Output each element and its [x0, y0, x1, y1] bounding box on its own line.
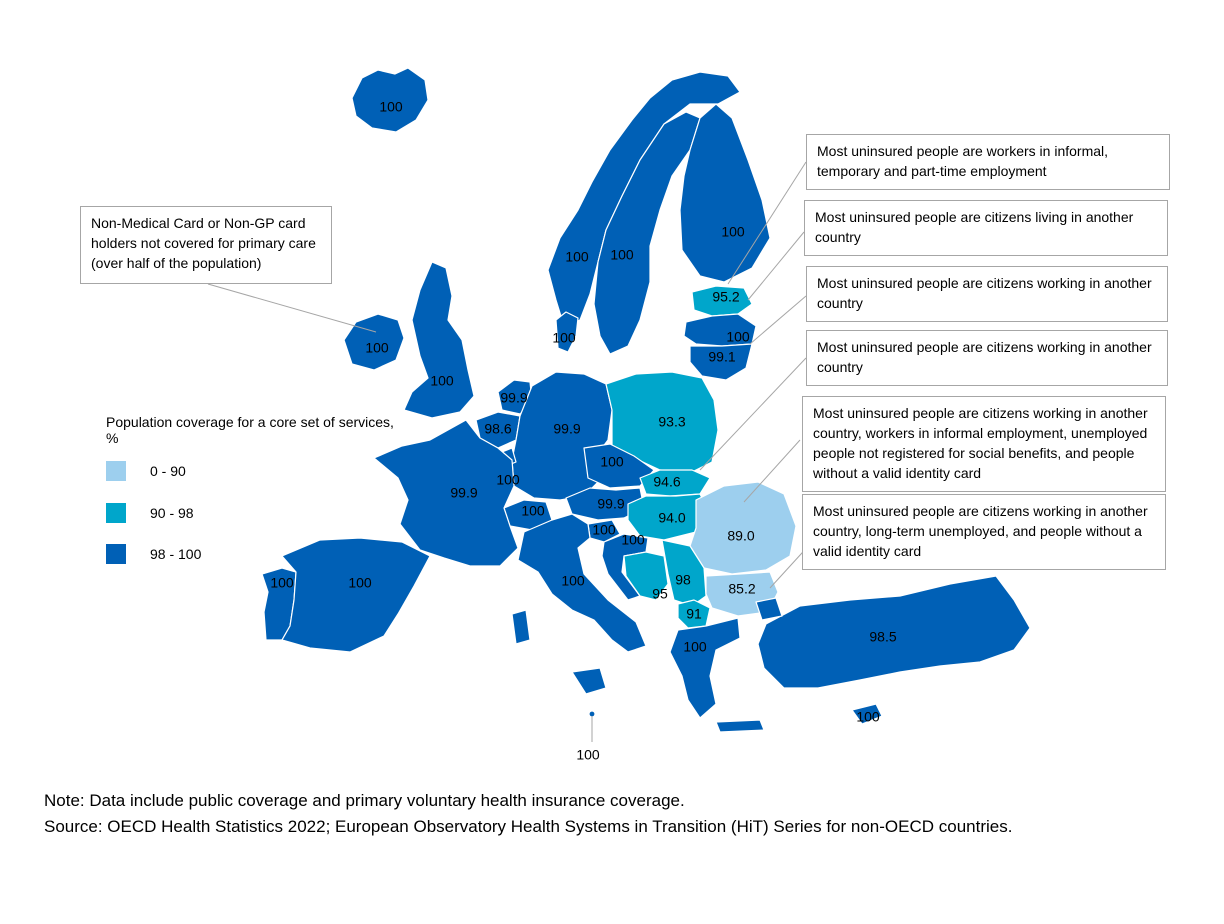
label-north-macedonia: 91	[686, 605, 702, 622]
map-legend	[106, 414, 406, 562]
callout-poland-working-abroad: Most uninsured people are citizens working in another country	[806, 330, 1168, 386]
label-finland: 100	[721, 223, 745, 240]
label-bulgaria: 85.2	[728, 580, 756, 597]
label-sweden: 100	[610, 246, 634, 263]
callout-estonia-informal-work: Most uninsured people are workers in informal, temporary and part-time employment	[806, 134, 1170, 190]
callout-bulgaria: Most uninsured people are citizens working in another country, long-term unemployed, and people without a valid identity card	[802, 494, 1166, 570]
callout-romania: Most uninsured people are citizens working in another country, workers in informal employment, unemployed people not registered for social benefits, and people without a valid identity card	[802, 396, 1166, 492]
source-text: Source: OECD Health Statistics 2022; European Observatory Health Systems in Transition (HiT) Series for non-OECD countries.	[44, 817, 1013, 836]
label-croatia: 100	[621, 531, 645, 548]
legend-title: Population coverage for a core set of services, %	[106, 414, 394, 446]
label-greece: 100	[683, 638, 707, 655]
label-luxembourg: 100	[496, 471, 520, 488]
callout-lithuania-working-abroad: Most uninsured people are citizens working in another country	[806, 266, 1168, 322]
callout-ireland: Non-Medical Card or Non-GP card holders not covered for primary care (over half of the population)	[80, 206, 332, 284]
legend-item-high	[106, 543, 201, 565]
label-denmark: 100	[552, 329, 576, 346]
label-united-kingdom: 100	[430, 372, 454, 389]
island-crete	[716, 720, 764, 732]
label-hungary: 94.0	[658, 509, 686, 526]
island-sardinia	[512, 610, 530, 644]
country-turkey-thrace	[756, 598, 782, 620]
label-norway: 100	[565, 248, 589, 265]
label-italy: 100	[561, 572, 585, 589]
label-slovakia: 94.6	[653, 473, 681, 490]
country-spain	[282, 538, 430, 652]
legend-swatch-mid	[106, 503, 126, 523]
country-united-kingdom	[404, 262, 474, 418]
label-slovenia: 100	[592, 521, 616, 538]
label-bosnia: 95	[652, 585, 668, 602]
label-latvia: 100	[726, 328, 750, 345]
label-belgium: 98.6	[484, 420, 512, 437]
legend-swatch-high	[106, 544, 126, 564]
legend-label-low: 0 - 90	[150, 463, 186, 479]
legend-label-mid: 90 - 98	[150, 505, 194, 521]
note-text: Note: Data include public coverage and primary voluntary health insurance coverage.	[44, 791, 685, 810]
legend-item-low	[106, 460, 186, 482]
legend-swatch-low	[106, 461, 126, 481]
label-malta: 100	[576, 746, 600, 763]
label-serbia: 98	[675, 571, 691, 588]
footnote	[44, 788, 1012, 840]
label-austria: 99.9	[597, 495, 625, 512]
label-lithuania: 99.1	[708, 348, 736, 365]
label-portugal: 100	[270, 574, 294, 591]
label-netherlands: 99.9	[500, 389, 528, 406]
legend-item-mid	[106, 502, 194, 524]
label-iceland: 100	[379, 98, 403, 115]
legend-label-high: 98 - 100	[150, 546, 202, 562]
label-cyprus: 100	[856, 708, 880, 725]
label-estonia: 95.2	[712, 288, 740, 305]
label-romania: 89.0	[727, 527, 755, 544]
callout-latvia-living-abroad: Most uninsured people are citizens living in another country	[804, 200, 1168, 256]
label-france: 99.9	[450, 484, 478, 501]
label-poland: 93.3	[658, 413, 686, 430]
label-ireland: 100	[365, 339, 389, 356]
island-sicily	[572, 668, 606, 694]
label-czechia: 100	[600, 453, 624, 470]
label-turkey: 98.5	[869, 628, 897, 645]
country-greece	[670, 618, 740, 718]
label-switzerland: 100	[521, 502, 545, 519]
label-germany: 99.9	[553, 420, 581, 437]
label-spain: 100	[348, 574, 372, 591]
